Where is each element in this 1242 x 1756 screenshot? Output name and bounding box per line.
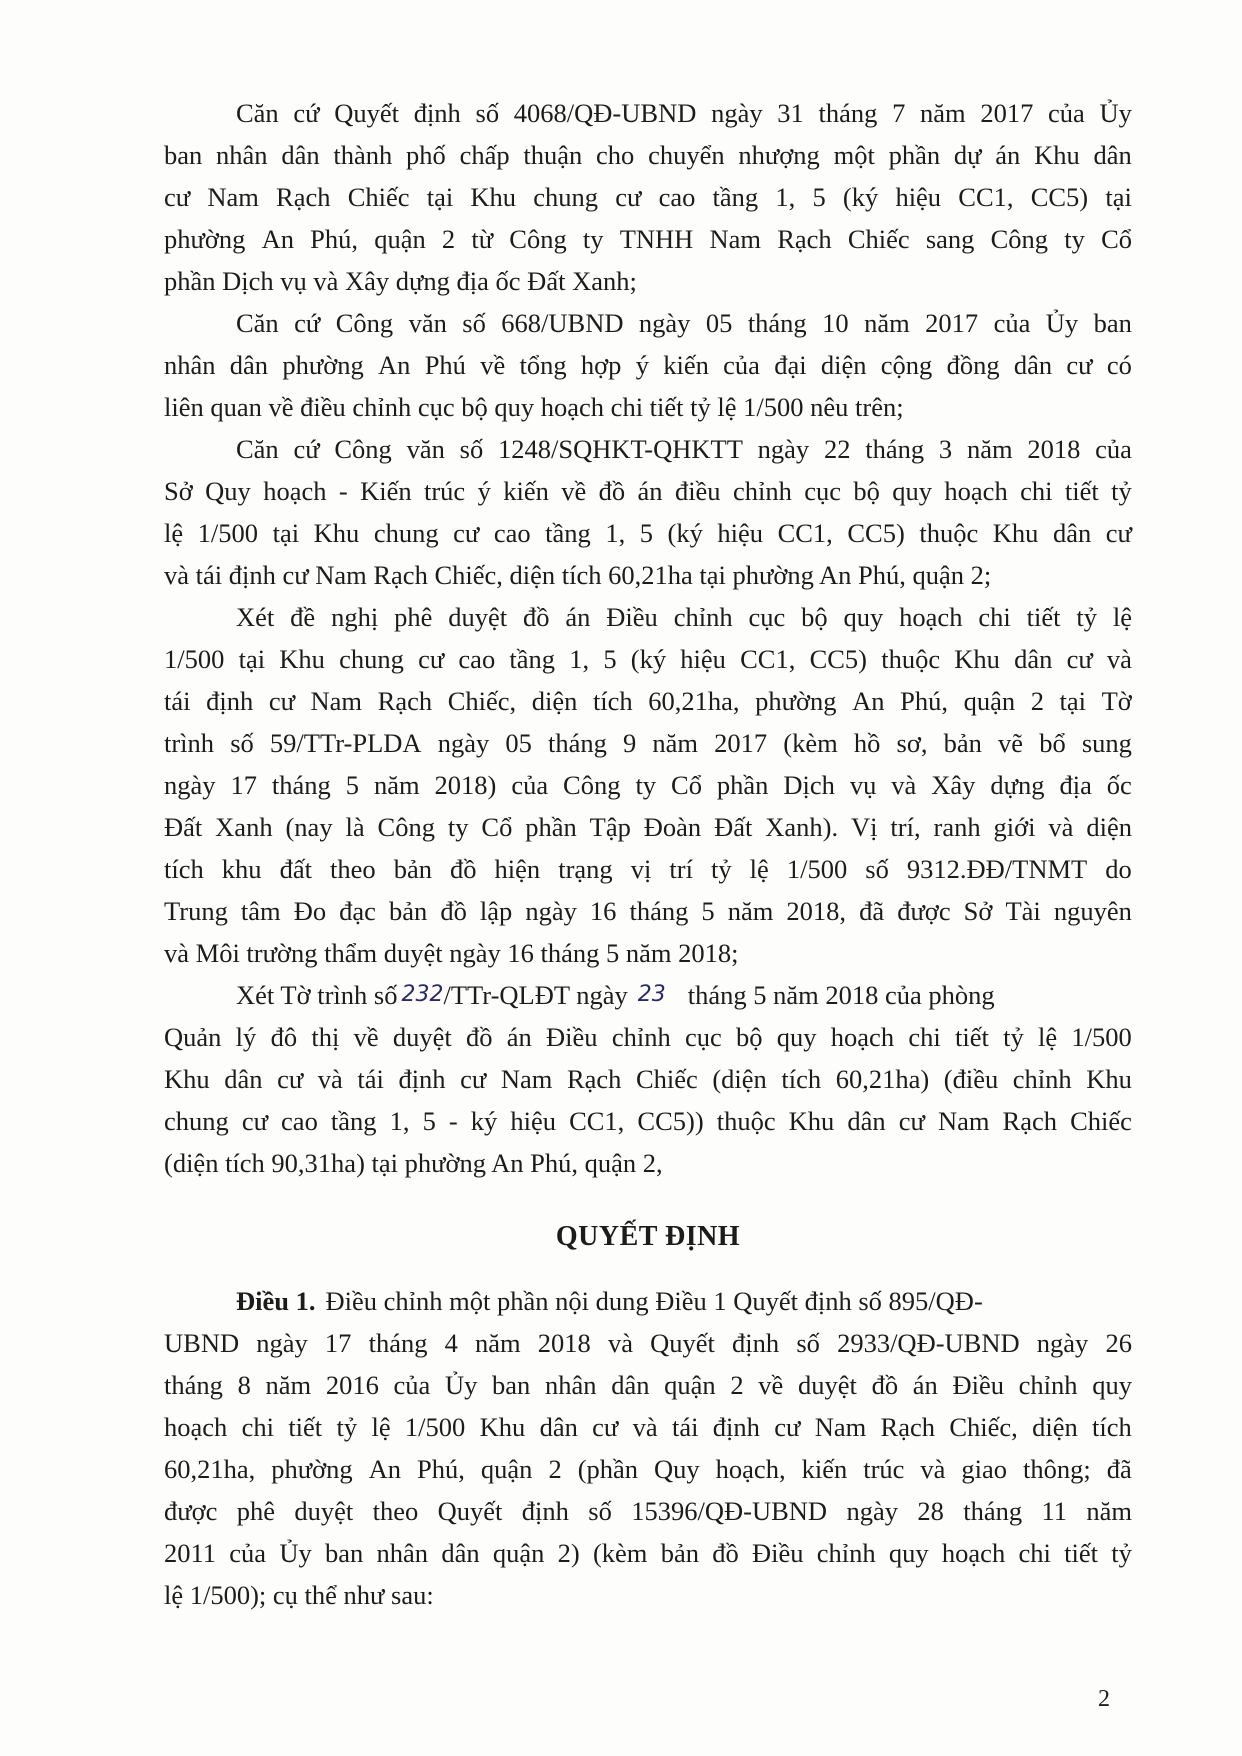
- text-line: 2011 của Ủy ban nhân dân quận 2) (kèm bản đồ Điều chỉnh quy hoạch chi tiết tỷ: [164, 1538, 1132, 1568]
- text-line: phần Dịch vụ và Xây dựng địa ốc Đất Xanh;: [164, 266, 637, 296]
- text-line: chung cư cao tầng 1, 5 - ký hiệu CC1, CC5)) thuộc Khu dân cư Nam Rạch Chiếc: [164, 1106, 1132, 1136]
- text-line: Căn cứ Quyết định số 4068/QĐ-UBND ngày 31 tháng 7 năm 2017 của Ủy: [236, 98, 1132, 128]
- paragraph-1: [164, 92, 1132, 302]
- text-line: 60,21ha, phường An Phú, quận 2 (phần Quy hoạch, kiến trúc và giao thông; đã: [164, 1454, 1132, 1484]
- document-page: [164, 92, 1132, 1616]
- text-line: 1/500 tại Khu chung cư cao tầng 1, 5 (ký hiệu CC1, CC5) thuộc Khu dân cư và: [164, 644, 1132, 674]
- text-line: tích khu đất theo bản đồ hiện trạng vị trí tỷ lệ 1/500 số 9312.ĐĐ/TNMT do: [164, 854, 1132, 884]
- text-line: trình số 59/TTr-PLDA ngày 05 tháng 9 năm 2017 (kèm hồ sơ, bản vẽ bổ sung: [164, 728, 1132, 758]
- text-line: Xét đề nghị phê duyệt đồ án Điều chỉnh cục bộ quy hoạch chi tiết tỷ lệ: [236, 602, 1132, 632]
- handwritten-number: 23: [637, 982, 666, 1007]
- text-line: nhân dân phường An Phú về tổng hợp ý kiến của đại diện cộng đồng dân cư có: [164, 350, 1132, 380]
- text-line: (diện tích 90,31ha) tại phường An Phú, quận 2,: [164, 1148, 663, 1178]
- text-line: lệ 1/500); cụ thể như sau:: [164, 1580, 434, 1610]
- text-line: tái định cư Nam Rạch Chiếc, diện tích 60,21ha, phường An Phú, quận 2 tại Tờ: [164, 686, 1132, 716]
- handwritten-number: 232: [401, 982, 444, 1007]
- text-line: ban nhân dân thành phố chấp thuận cho chuyển nhượng một phần dự án Khu dân: [164, 140, 1132, 170]
- text-line: [164, 1280, 1132, 1322]
- text-line: Đất Xanh (nay là Công ty Cổ phần Tập Đoàn Đất Xanh). Vị trí, ranh giới và diện: [164, 812, 1132, 842]
- article-1: [164, 1280, 1132, 1616]
- paragraph-5: [164, 974, 1132, 1184]
- text-fragment: Điều chỉnh một phần nội dung Điều 1 Quyết định số 895/QĐ-: [325, 1286, 983, 1316]
- text-fragment: /TTr-QLĐT ngày: [443, 980, 628, 1010]
- text-line: liên quan về điều chỉnh cục bộ quy hoạch chi tiết tỷ lệ 1/500 nêu trên;: [164, 392, 904, 422]
- text-line: tháng 8 năm 2016 của Ủy ban nhân dân quận 2 về duyệt đồ án Điều chỉnh quy: [164, 1370, 1132, 1400]
- decision-heading: QUYẾT ĐỊNH: [555, 1221, 741, 1252]
- text-line: phường An Phú, quận 2 từ Công ty TNHH Nam Rạch Chiếc sang Công ty Cổ: [164, 224, 1132, 254]
- text-line: cư Nam Rạch Chiếc tại Khu chung cư cao tầng 1, 5 (ký hiệu CC1, CC5) tại: [164, 182, 1132, 212]
- text-line: Căn cứ Công văn số 1248/SQHKT-QHKTT ngày 22 tháng 3 năm 2018 của: [236, 434, 1132, 464]
- text-fragment: tháng 5 năm 2018 của phòng: [687, 980, 995, 1010]
- text-line: Căn cứ Công văn số 668/UBND ngày 05 tháng 10 năm 2017 của Ủy ban: [236, 308, 1132, 338]
- text-line: Trung tâm Đo đạc bản đồ lập ngày 16 tháng 5 năm 2018, đã được Sở Tài nguyên: [164, 896, 1132, 926]
- paragraph-4: [164, 596, 1132, 974]
- text-line: UBND ngày 17 tháng 4 năm 2018 và Quyết định số 2933/QĐ-UBND ngày 26: [164, 1328, 1132, 1358]
- text-line: ngày 17 tháng 5 năm 2018) của Công ty Cổ phần Dịch vụ và Xây dựng địa ốc: [164, 770, 1132, 800]
- text-line: Khu dân cư và tái định cư Nam Rạch Chiếc (diện tích 60,21ha) (điều chỉnh Khu: [164, 1064, 1132, 1094]
- text-line: và tái định cư Nam Rạch Chiếc, diện tích 60,21ha tại phường An Phú, quận 2;: [164, 560, 992, 590]
- paragraph-3: [164, 428, 1132, 596]
- paragraph-2: [164, 302, 1132, 428]
- text-line: Sở Quy hoạch - Kiến trúc ý kiến về đồ án điều chỉnh cục bộ quy hoạch chi tiết tỷ: [164, 476, 1132, 506]
- text-line: lệ 1/500 tại Khu chung cư cao tầng 1, 5 (ký hiệu CC1, CC5) thuộc Khu dân cư: [164, 518, 1132, 548]
- page-number: 2: [1098, 1686, 1110, 1712]
- text-line: Quản lý đô thị về duyệt đồ án Điều chỉnh cục bộ quy hoạch chi tiết tỷ lệ 1/500: [164, 1022, 1132, 1052]
- article-label: Điều 1.: [236, 1286, 316, 1316]
- text-line: và Môi trường thẩm duyệt ngày 16 tháng 5 năm 2018;: [164, 938, 739, 968]
- text-line: hoạch chi tiết tỷ lệ 1/500 Khu dân cư và tái định cư Nam Rạch Chiếc, diện tích: [164, 1412, 1132, 1442]
- text-line: [164, 974, 1132, 1016]
- text-line: được phê duyệt theo Quyết định số 15396/QĐ-UBND ngày 28 tháng 11 năm: [164, 1496, 1132, 1526]
- text-fragment: Xét Tờ trình số: [236, 980, 398, 1010]
